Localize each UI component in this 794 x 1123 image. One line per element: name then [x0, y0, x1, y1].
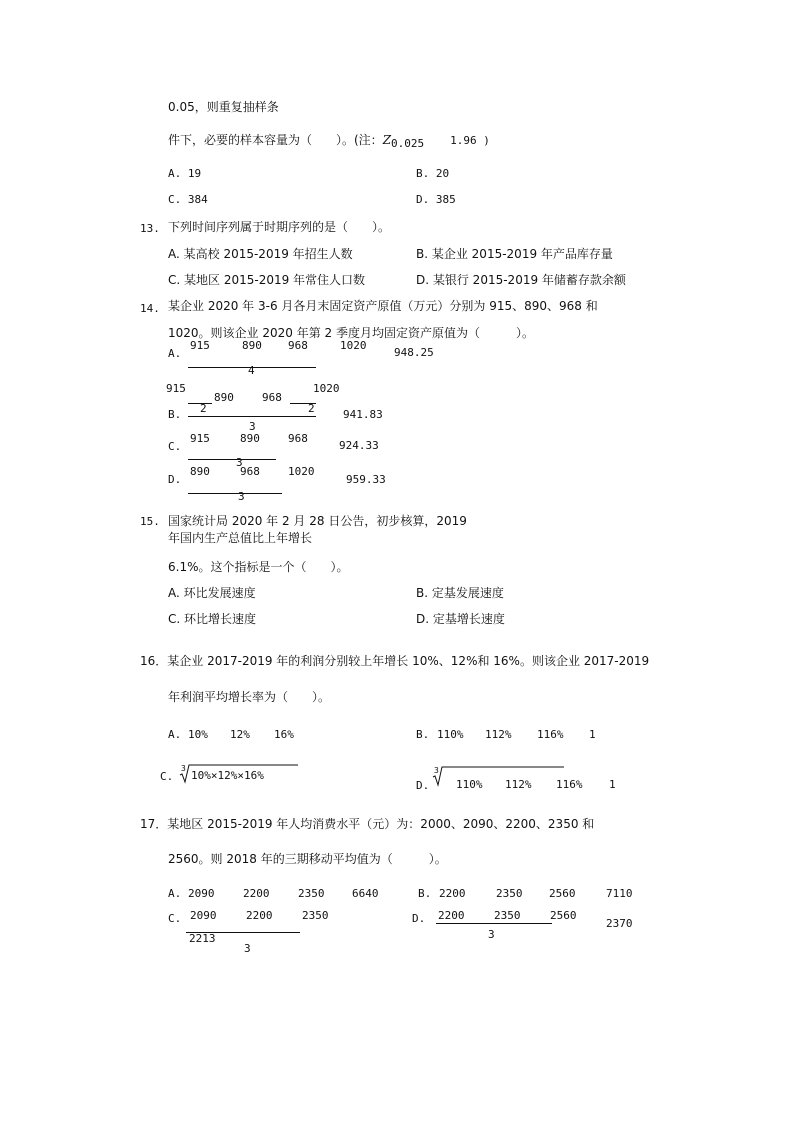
q13-option-c[interactable]: C. 某地区 2015-2019 年常住人口数 — [168, 273, 366, 287]
q12-text-line1: 0.05，则重复抽样条 — [168, 100, 279, 114]
q16-c-root-index: 3 — [181, 764, 186, 773]
q15-option-b[interactable]: B. 定基发展速度 — [416, 586, 504, 600]
q12-option-c[interactable]: C. 384 — [168, 193, 208, 206]
q17-c-n2: 2200 — [246, 909, 273, 922]
q13-option-d[interactable]: D. 某银行 2015-2019 年储蓄存款余额 — [416, 273, 626, 287]
q17-d-denominator: 3 — [488, 928, 495, 941]
q16-d-root-index: 3 — [434, 766, 439, 775]
q13-text: 下列时间序列属于时期序列的是（ ）。 — [168, 220, 391, 234]
q17-d-n3: 2560 — [550, 909, 577, 922]
q14-a-n3: 968 — [288, 339, 308, 352]
q16-a-v2: 12% — [230, 728, 250, 741]
q17-a-v4: 6640 — [352, 887, 379, 900]
q14-b-denominator: 3 — [249, 420, 256, 433]
radical-sign-icon — [432, 763, 566, 787]
q16-b-v1: 110% — [437, 728, 464, 741]
q15-option-d[interactable]: D. 定基增长速度 — [416, 612, 505, 626]
q14-d-label[interactable]: D. — [168, 473, 182, 486]
q15-text-line1: 国家统计局 2020 年 2 月 28 日公告，初步核算，2019 — [168, 514, 467, 528]
q12-line2-prefix: 件下，必要的样本容量为（ ）。(注： — [168, 133, 383, 147]
q17-c-label[interactable]: C. — [168, 912, 182, 925]
q14-a-n4: 1020 — [340, 339, 367, 352]
q16-c-root — [179, 762, 299, 784]
q14-text-line2: 1020。则该企业 2020 年第 2 季度月均固定资产原值为（ ）。 — [168, 326, 534, 340]
q12-option-d[interactable]: D. 385 — [416, 193, 456, 206]
q14-c-n1: 915 — [190, 432, 210, 445]
q14-b-half-den-2: 2 — [308, 402, 315, 415]
q14-a-n2: 890 — [242, 339, 262, 352]
q17-text-line1: 17．某地区 2015-2019 年人均消费水平（元）为：2000、2090、2200、2350 和 — [140, 817, 595, 831]
q16-b-v3: 116% — [537, 728, 564, 741]
q14-b-result: 941.83 — [343, 408, 383, 421]
q14-b-label[interactable]: B. — [168, 408, 182, 421]
q14-text-line1: 某企业 2020 年 3-6 月各月末固定资产原值（万元）分别为 915、890、968 和 — [168, 299, 598, 313]
q12-option-a[interactable]: A. 19 — [168, 167, 202, 180]
q16-b-label[interactable]: B. — [416, 728, 430, 741]
q12-option-b[interactable]: B. 20 — [416, 167, 450, 180]
q16-a-v3: 16% — [274, 728, 294, 741]
q16-d-label[interactable]: D. — [416, 779, 430, 792]
q16-d-v3: 116% — [556, 778, 583, 791]
q14-a-n1: 915 — [190, 339, 210, 352]
q17-b-v1: 2200 — [439, 887, 466, 900]
q17-text-line2: 2560。则 2018 年的三期移动平均值为（ ）。 — [168, 852, 447, 866]
q16-c-radicand: 10%×12%×16% — [191, 769, 264, 782]
q14-d-n3: 1020 — [288, 465, 315, 478]
q14-b-fraction-bar — [188, 416, 316, 417]
z-subscript: 0.025 — [391, 137, 425, 150]
q14-b-n1: 915 — [166, 382, 186, 395]
q14-b-n3: 968 — [262, 391, 282, 404]
q14-a-result: 948.25 — [394, 346, 434, 359]
q16-b-v4: 1 — [589, 728, 596, 741]
q13-option-a[interactable]: A. 某高校 2015-2019 年招生人数 — [168, 247, 353, 261]
q17-d-fraction-bar — [436, 923, 552, 924]
q16-d-v1: 110% — [456, 778, 483, 791]
q15-option-c[interactable]: C. 环比增长速度 — [168, 612, 257, 626]
q14-d-n1: 890 — [190, 465, 210, 478]
q17-b-label[interactable]: B. — [418, 887, 432, 900]
q14-d-denominator: 3 — [238, 490, 245, 503]
q14-c-n2: 890 — [240, 432, 260, 445]
q17-b-v3: 2560 — [549, 887, 576, 900]
q16-c-label[interactable]: C. — [160, 770, 174, 783]
q17-d-result: 2370 — [606, 917, 633, 930]
q13-option-b[interactable]: B. 某企业 2015-2019 年产品库存量 — [416, 247, 613, 261]
q17-c-n3: 2350 — [302, 909, 329, 922]
q17-a-v1: 2090 — [188, 887, 215, 900]
q15-option-a[interactable]: A. 环比发展速度 — [168, 586, 256, 600]
q16-a-v1: 10% — [188, 728, 208, 741]
q16-text-line2: 年利润平均增长率为（ ）。 — [168, 690, 331, 704]
q15-text-line3: 6.1%。这个指标是一个（ ）。 — [168, 560, 349, 574]
q16-d-v2: 112% — [505, 778, 532, 791]
q17-d-n1: 2200 — [438, 909, 465, 922]
q16-a-label[interactable]: A. — [168, 728, 182, 741]
q14-b-half-den-1: 2 — [200, 402, 207, 415]
q14-c-denominator: 3 — [236, 456, 243, 469]
q13-number: 13. — [140, 222, 160, 235]
q14-a-denominator: 4 — [248, 364, 255, 377]
q16-b-v2: 112% — [485, 728, 512, 741]
q17-c-n1: 2090 — [190, 909, 217, 922]
q14-number: 14. — [140, 302, 160, 315]
q15-text-line2: 年国内生产总值比上年增长 — [168, 531, 313, 545]
q17-c-result: 2213 — [189, 932, 216, 945]
q14-d-result: 959.33 — [346, 473, 386, 486]
q17-d-n2: 2350 — [494, 909, 521, 922]
q12-text-line2 — [168, 133, 490, 148]
q16-d-root — [432, 763, 566, 787]
q17-a-v2: 2200 — [243, 887, 270, 900]
q14-b-n4: 1020 — [313, 382, 340, 395]
q16-d-v4: 1 — [609, 778, 616, 791]
q14-b-n2: 890 — [214, 391, 234, 404]
q17-d-label[interactable]: D. — [412, 912, 426, 925]
q17-a-v3: 2350 — [298, 887, 325, 900]
z-symbol: Z — [382, 133, 392, 147]
q14-c-fraction-bar — [188, 459, 276, 460]
q14-d-n2: 968 — [240, 465, 260, 478]
q16-text-line1: 16．某企业 2017-2019 年的利润分别较上年增长 10%、12%和 16%。则该企业 2017-2019 — [140, 654, 650, 668]
q14-a-label[interactable]: A. — [168, 347, 182, 360]
q14-d-fraction-bar — [188, 493, 282, 494]
q17-a-label[interactable]: A. — [168, 887, 182, 900]
q17-b-v4: 7110 — [606, 887, 633, 900]
q17-c-denominator: 3 — [244, 942, 251, 955]
q15-number: 15. — [140, 515, 160, 528]
z-value: 1.96 ) — [450, 134, 490, 147]
q14-c-n3: 968 — [288, 432, 308, 445]
q14-c-label[interactable]: C. — [168, 440, 182, 453]
q17-b-v2: 2350 — [496, 887, 523, 900]
q14-c-result: 924.33 — [339, 439, 379, 452]
